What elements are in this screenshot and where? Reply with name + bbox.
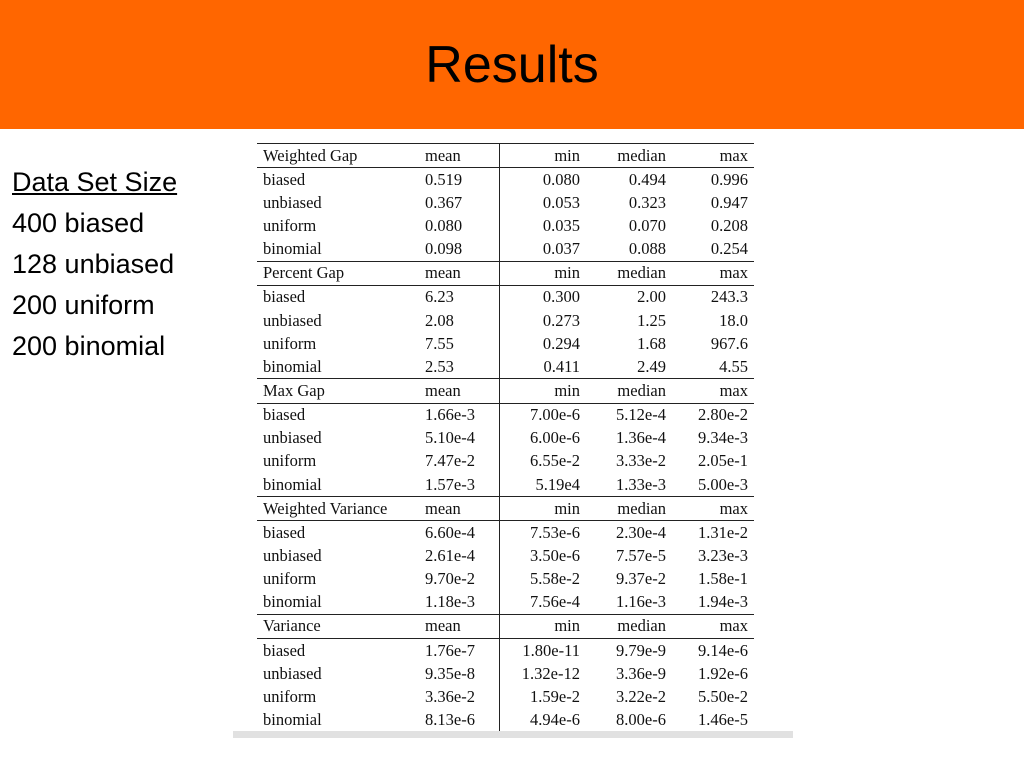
table-cell: 1.66e-3 <box>419 403 500 427</box>
table-cell: 5.58e-2 <box>530 569 580 589</box>
table-cell: 3.50e-6 <box>530 545 580 565</box>
table-cell: 2.08 <box>419 309 500 332</box>
table-cell: 8.00e-6 <box>586 708 672 732</box>
row-label: unbiased <box>263 663 322 683</box>
table-row <box>257 403 754 427</box>
table-cell: 0.294 <box>542 333 580 353</box>
table-cell: 0.494 <box>628 169 666 189</box>
table-cell: 7.55 <box>419 332 500 355</box>
table-cell: 7.53e-6 <box>530 522 580 542</box>
results-table-image <box>233 140 793 738</box>
table-cell: 5.12e-4 <box>616 405 666 425</box>
table-cell: 2.00 <box>637 287 666 307</box>
section-header-row <box>257 614 754 638</box>
row-label: binomial <box>263 592 322 612</box>
table-cell: 7.47e-2 <box>419 450 500 473</box>
slide-title: Results <box>425 36 599 94</box>
table-shadow <box>233 731 793 738</box>
table-row <box>257 568 754 591</box>
column-header: min <box>500 261 587 285</box>
table-cell: 1.16e-3 <box>616 592 666 612</box>
column-header: min <box>500 379 587 403</box>
row-label: uniform <box>263 569 317 589</box>
column-header: mean <box>419 261 500 285</box>
row-label: unbiased <box>263 192 322 212</box>
table-cell: 5.50e-2 <box>698 686 748 706</box>
column-header: min <box>500 144 587 168</box>
row-label: uniform <box>263 686 317 706</box>
table-cell: 1.92e-6 <box>698 663 748 683</box>
table-cell: 243.3 <box>710 287 748 307</box>
column-header: mean <box>419 144 500 168</box>
table-cell: 0.273 <box>542 310 580 330</box>
table-cell: 4.55 <box>719 356 748 376</box>
table-cell: 0.411 <box>543 356 580 376</box>
row-label: binomial <box>263 474 322 494</box>
row-label: unbiased <box>263 310 322 330</box>
table-cell: 9.70e-2 <box>419 568 500 591</box>
table-cell: 1.32e-12 <box>521 663 580 683</box>
section-header-row <box>257 144 754 168</box>
table-cell: 0.080 <box>419 214 500 237</box>
table-cell: 0.080 <box>542 169 580 189</box>
data-set-size-line: 200 binomial <box>12 331 166 361</box>
table-cell: 0.996 <box>710 169 748 189</box>
table-cell: 1.46e-5 <box>672 708 754 732</box>
table-row <box>257 355 754 379</box>
table-cell: 967.6 <box>710 333 748 353</box>
table-cell: 0.098 <box>419 238 500 262</box>
table-cell: 4.94e-6 <box>500 708 587 732</box>
table-cell: 9.37e-2 <box>616 569 666 589</box>
column-header: min <box>500 497 587 521</box>
table-cell: 9.14e-6 <box>698 640 748 660</box>
table-cell: 7.56e-4 <box>530 592 580 612</box>
table-cell: 2.49 <box>637 356 666 376</box>
table-row <box>257 662 754 685</box>
table-cell: 3.22e-2 <box>616 686 666 706</box>
table-cell: 6.60e-4 <box>419 521 500 545</box>
section-title: Percent Gap <box>257 261 419 285</box>
row-label: binomial <box>263 356 322 376</box>
table-cell: 2.05e-1 <box>698 451 748 471</box>
column-header: max <box>672 144 754 168</box>
row-label: biased <box>263 640 306 660</box>
column-header: mean <box>419 497 500 521</box>
table-cell: 2.61e-4 <box>419 544 500 567</box>
row-label: uniform <box>263 215 317 235</box>
table-cell: 9.34e-3 <box>698 428 748 448</box>
table-row <box>257 427 754 450</box>
table-cell: 6.55e-2 <box>530 451 580 471</box>
table-row <box>257 473 754 497</box>
section-header-row <box>257 497 754 521</box>
table-row <box>257 168 754 192</box>
column-header: mean <box>419 614 500 638</box>
table-row <box>257 332 754 355</box>
table-row <box>257 191 754 214</box>
table-row <box>257 685 754 708</box>
table-cell: 0.208 <box>710 215 748 235</box>
results-table <box>257 143 754 733</box>
table-row <box>257 238 754 262</box>
table-cell: 2.53 <box>419 355 500 379</box>
table-cell: 1.57e-3 <box>419 473 500 497</box>
data-set-size-line: 200 uniform <box>12 290 155 320</box>
section-title: Variance <box>257 614 419 638</box>
slide-header <box>0 0 1024 129</box>
column-header: max <box>672 497 754 521</box>
column-header: mean <box>419 379 500 403</box>
table-cell: 1.58e-1 <box>698 569 748 589</box>
data-set-size-line: 400 biased <box>12 208 145 238</box>
table-cell: 0.947 <box>710 192 748 212</box>
column-header: median <box>586 379 672 403</box>
section-title: Max Gap <box>257 379 419 403</box>
table-row <box>257 450 754 473</box>
table-cell: 0.323 <box>628 192 666 212</box>
row-label: biased <box>263 169 306 189</box>
table-row <box>257 309 754 332</box>
table-cell: 0.053 <box>542 192 580 212</box>
row-label: binomial <box>257 708 419 732</box>
table-cell: 1.59e-2 <box>530 686 580 706</box>
table-cell: 1.94e-3 <box>698 592 748 612</box>
section-header-row <box>257 261 754 285</box>
row-label: biased <box>263 405 306 425</box>
table-cell: 5.19e4 <box>535 474 580 494</box>
table-cell: 5.10e-4 <box>419 427 500 450</box>
table-row <box>257 638 754 662</box>
row-label: uniform <box>263 451 317 471</box>
table-cell: 3.23e-3 <box>698 545 748 565</box>
table-cell: 9.35e-8 <box>419 662 500 685</box>
column-header: max <box>672 614 754 638</box>
table-cell: 18.0 <box>719 310 748 330</box>
table-cell: 0.035 <box>542 215 580 235</box>
table-cell: 2.30e-4 <box>616 522 666 542</box>
table-row <box>257 708 754 732</box>
table-row <box>257 544 754 567</box>
row-label: uniform <box>263 333 317 353</box>
section-header-row <box>257 379 754 403</box>
row-label: binomial <box>263 239 322 259</box>
column-header: median <box>586 261 672 285</box>
table-row <box>257 521 754 545</box>
row-label: biased <box>263 522 306 542</box>
table-cell: 1.76e-7 <box>419 638 500 662</box>
table-cell: 1.33e-3 <box>616 474 666 494</box>
table-row <box>257 285 754 309</box>
table-cell: 7.57e-5 <box>616 545 666 565</box>
table-cell: 0.367 <box>419 191 500 214</box>
table-cell: 9.79e-9 <box>616 640 666 660</box>
table-cell: 1.25 <box>637 310 666 330</box>
section-title: Weighted Variance <box>257 497 419 521</box>
table-cell: 1.18e-3 <box>419 591 500 615</box>
column-header: min <box>500 614 587 638</box>
table-cell: 1.68 <box>637 333 666 353</box>
table-cell: 1.36e-4 <box>616 428 666 448</box>
table-cell: 5.00e-3 <box>698 474 748 494</box>
column-header: median <box>586 497 672 521</box>
table-cell: 6.23 <box>419 285 500 309</box>
table-cell: 2.80e-2 <box>698 405 748 425</box>
section-title: Weighted Gap <box>257 144 419 168</box>
table-cell: 3.33e-2 <box>616 451 666 471</box>
table-cell: 3.36e-2 <box>419 685 500 708</box>
table-cell: 6.00e-6 <box>530 428 580 448</box>
table-cell: 0.254 <box>710 239 748 259</box>
table-cell: 0.088 <box>628 239 666 259</box>
row-label: biased <box>263 287 306 307</box>
column-header: max <box>672 379 754 403</box>
table-cell: 3.36e-9 <box>616 663 666 683</box>
row-label: unbiased <box>263 428 322 448</box>
table-cell: 7.00e-6 <box>530 405 580 425</box>
column-header: max <box>672 261 754 285</box>
table-cell: 1.80e-11 <box>522 640 580 660</box>
table-cell: 1.31e-2 <box>698 522 748 542</box>
table-cell: 0.519 <box>419 168 500 192</box>
row-label: unbiased <box>263 545 322 565</box>
column-header: median <box>586 144 672 168</box>
table-cell: 8.13e-6 <box>419 708 500 732</box>
table-cell: 0.070 <box>628 215 666 235</box>
data-set-size-line: 128 unbiased <box>12 249 175 279</box>
table-row <box>257 214 754 237</box>
table-cell: 0.037 <box>542 239 580 259</box>
table-row <box>257 591 754 615</box>
column-header: median <box>586 614 672 638</box>
data-set-size-block <box>12 162 177 367</box>
table-cell: 0.300 <box>542 287 580 307</box>
data-set-size-heading: Data Set Size <box>12 167 178 197</box>
